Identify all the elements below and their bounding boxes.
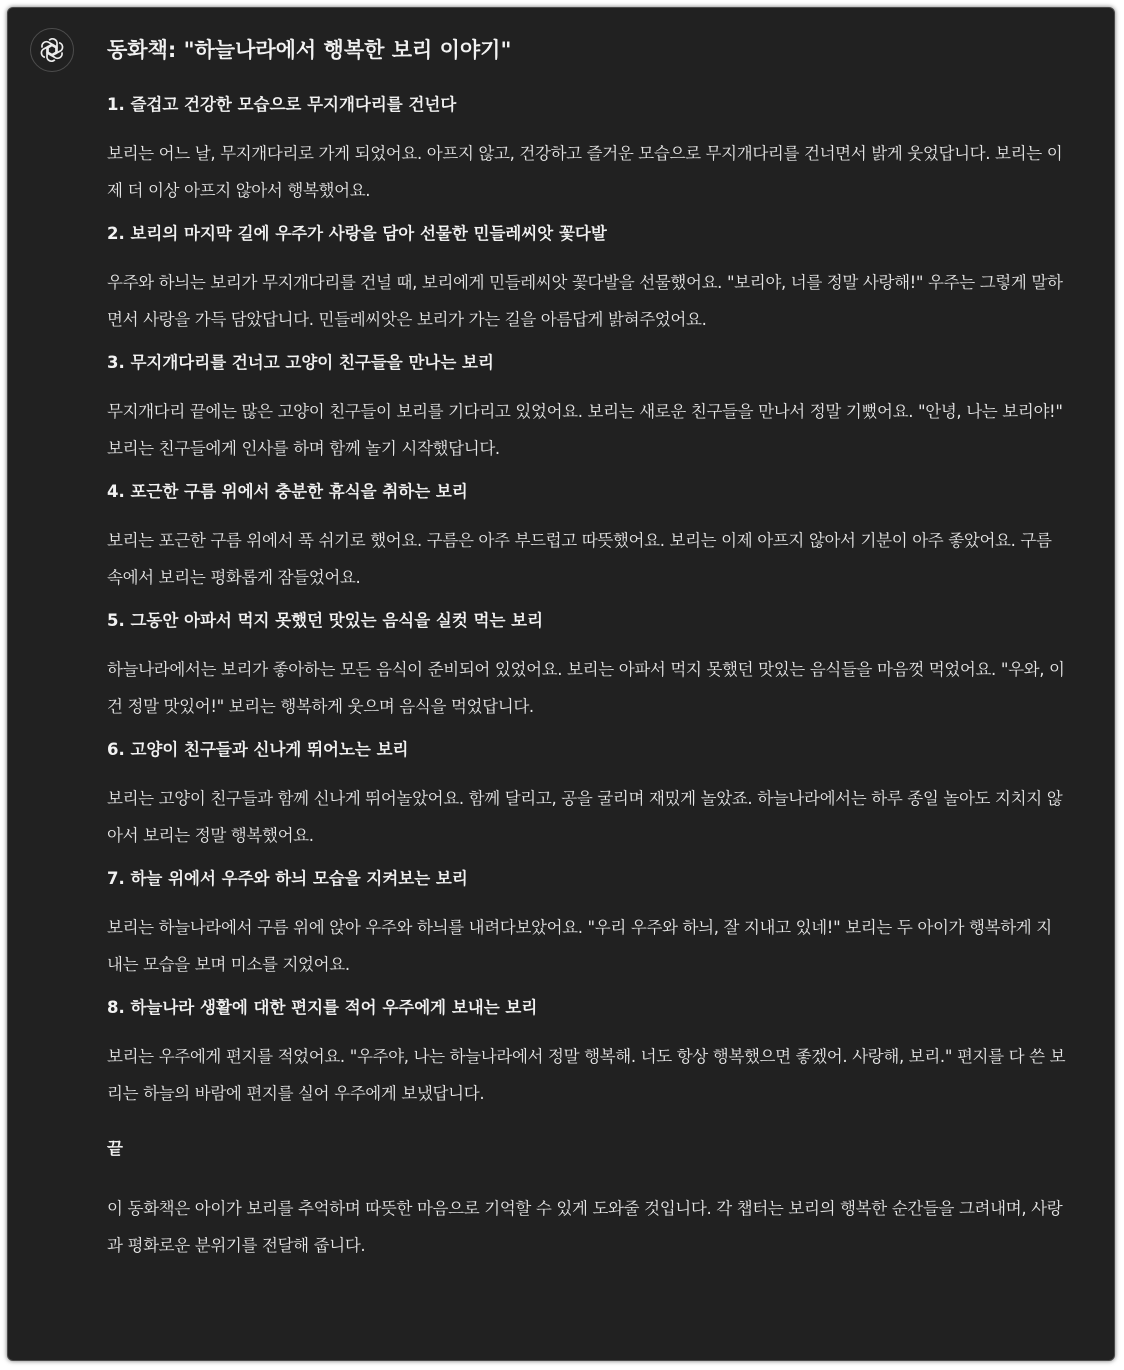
chat-message-panel [7, 7, 1115, 1361]
chapter-body: 보리는 우주에게 편지를 적었어요. "우주야, 나는 하늘나라에서 정말 행복해. 너도 항상 행복했으면 좋겠어. 사랑해, 보리." 편지를 다 쓴 보리는 하늘의 바람에 편지를 실어 우주에게 보냈답니다. [107, 1047, 1066, 1103]
chapter-3 [107, 350, 1067, 467]
chapter-8 [107, 995, 1067, 1112]
chapter-body: 보리는 고양이 친구들과 함께 신나게 뛰어놀았어요. 함께 달리고, 공을 굴리며 재밌게 놀았죠. 하늘나라에서는 하루 종일 놀아도 지치지 않아서 보리는 정말 행복했어요. [107, 789, 1063, 845]
chapter-heading: 2. 보리의 마지막 길에 우주가 사랑을 담아 선물한 민들레씨앗 꽃다발 [107, 224, 607, 243]
chapter-1 [107, 92, 1067, 209]
chapter-heading: 8. 하늘나라 생활에 대한 편지를 적어 우주에게 보내는 보리 [107, 998, 538, 1017]
chapter-body: 무지개다리 끝에는 많은 고양이 친구들이 보리를 기다리고 있었어요. 보리는 새로운 친구들을 만나서 정말 기뻤어요. "안녕, 나는 보리야!" 보리는 친구들에게 인사를 하며 함께 놀기 시작했답니다. [107, 402, 1063, 458]
chapter-5 [107, 608, 1067, 725]
chapter-body: 보리는 하늘나라에서 구름 위에 앉아 우주와 하늬를 내려다보았어요. "우리 우주와 하늬, 잘 지내고 있네!" 보리는 두 아이가 행복하게 지내는 모습을 보며 미소를 지었어요. [107, 918, 1052, 974]
chapter-heading: 5. 그동안 아파서 먹지 못했던 맛있는 음식을 실컷 먹는 보리 [107, 611, 544, 630]
story-outro: 이 동화책은 아이가 보리를 추억하며 따뜻한 마음으로 기억할 수 있게 도와줄 것입니다. 각 챕터는 보리의 행복한 순간들을 그려내며, 사랑과 평화로운 분위기를 전달해 줍니다. [107, 1199, 1063, 1255]
chapter-7 [107, 866, 1067, 983]
story-end-label: 끝 [107, 1139, 123, 1158]
chapter-heading: 4. 포근한 구름 위에서 충분한 휴식을 취하는 보리 [107, 482, 468, 501]
story-title: 동화책: "하늘나라에서 행복한 보리 이야기" [107, 38, 512, 62]
chapter-2 [107, 221, 1067, 338]
chapter-heading: 1. 즐겁고 건강한 모습으로 무지개다리를 건넌다 [107, 95, 457, 114]
chapter-body: 보리는 포근한 구름 위에서 푹 쉬기로 했어요. 구름은 아주 부드럽고 따뜻했어요. 보리는 이제 아프지 않아서 기분이 아주 좋았어요. 구름 속에서 보리는 평화롭게 잠들었어요. [107, 531, 1052, 587]
chapter-heading: 3. 무지개다리를 건너고 고양이 친구들을 만나는 보리 [107, 353, 494, 372]
chapter-4 [107, 479, 1067, 596]
message-content [107, 34, 1067, 1264]
chapter-body: 우주와 하늬는 보리가 무지개다리를 건널 때, 보리에게 민들레씨앗 꽃다발을 선물했어요. "보리야, 너를 정말 사랑해!" 우주는 그렇게 말하면서 사랑을 가득 담았답니다. 민들레씨앗은 보리가 가는 길을 아름답게 밝혀주었어요. [107, 273, 1063, 329]
chapter-body: 하늘나라에서는 보리가 좋아하는 모든 음식이 준비되어 있었어요. 보리는 아파서 먹지 못했던 맛있는 음식들을 마음껏 먹었어요. "우와, 이건 정말 맛있어!" 보리는 행복하게 웃으며 음식을 먹었답니다. [107, 660, 1065, 716]
assistant-avatar [30, 28, 74, 72]
chapter-heading: 7. 하늘 위에서 우주와 하늬 모습을 지켜보는 보리 [107, 869, 468, 888]
openai-logo-icon [39, 37, 65, 63]
chapter-6 [107, 737, 1067, 854]
chapter-heading: 6. 고양이 친구들과 신나게 뛰어노는 보리 [107, 740, 409, 759]
chapter-body: 보리는 어느 날, 무지개다리로 가게 되었어요. 아프지 않고, 건강하고 즐거운 모습으로 무지개다리를 건너면서 밝게 웃었답니다. 보리는 이제 더 이상 아프지 않아서 행복했어요. [107, 144, 1063, 200]
